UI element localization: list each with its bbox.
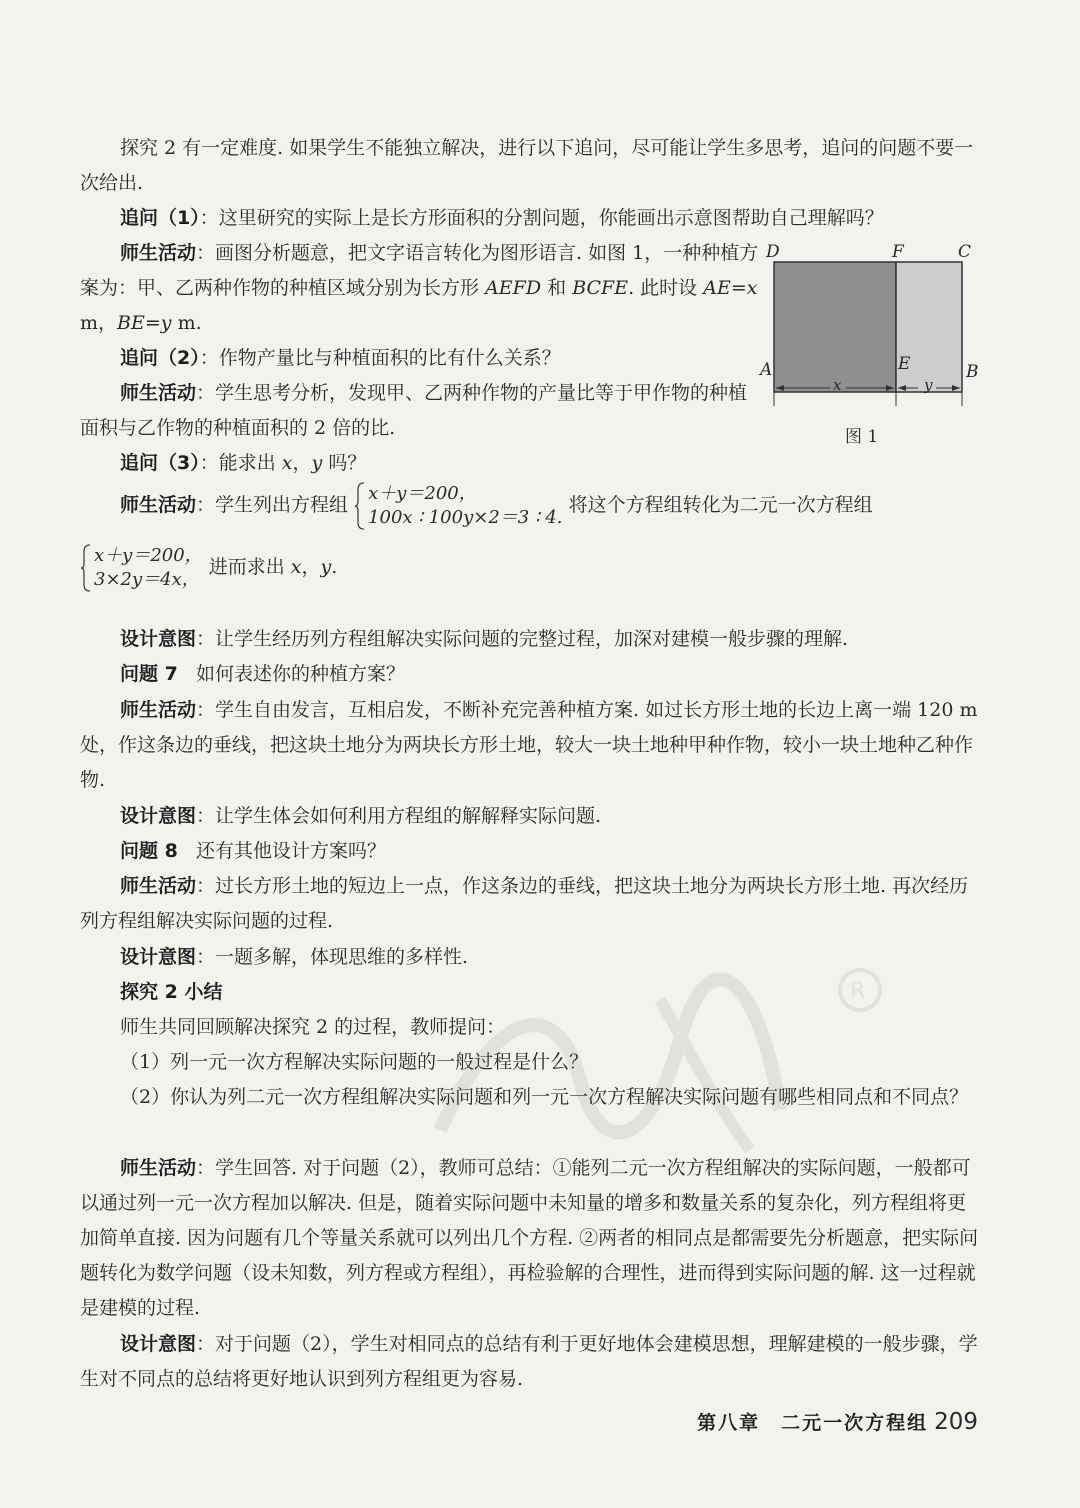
teacher-student-activity-1: 师生活动：画图分析题意，把文字语言转化为图形语言. 如图 1，一种种植方案为：甲、乙两种作物的种植区域分别为长方形 AEFD 和 BCFE. 此时设 AE=x m，BE=y m.: [80, 242, 759, 334]
equation-system-2: x＋y＝200， 3×2y＝4x，: [80, 544, 203, 592]
design-intent-3: 设计意图：一题多解，体现思维的多样性.: [120, 946, 469, 968]
length-y-label: y: [924, 376, 933, 394]
summary-heading: 探究 2 小结: [120, 981, 223, 1003]
design-intent-2: 设计意图：让学生体会如何利用方程组的解解释实际问题.: [120, 805, 602, 827]
vertex-e-label: E: [898, 354, 911, 374]
intro-paragraph: 探究 2 有一定难度. 如果学生不能独立解决，进行以下追问，尽可能让学生多思考，追问的问题不要一次给出.: [80, 137, 974, 194]
figure-1-rectangle-diagram: [758, 240, 988, 450]
followup-question-1: 追问（1）：这里研究的实际上是长方形面积的分割问题，你能画出示意图帮助自己理解吗？: [120, 207, 884, 229]
design-intent-4: 设计意图：对于问题（2），学生对相同点的总结有利于更好地体会建模思想，理解建模的一般步骤，学生对不同点的总结将更好地认识到列方程组更为容易.: [80, 1333, 978, 1390]
summary-question-1: （1）列一元一次方程解决实际问题的一般过程是什么？: [120, 1051, 589, 1073]
design-intent-1: 设计意图：让学生经历列方程组解决实际问题的完整过程，加深对建模一般步骤的理解.: [120, 628, 849, 650]
page-footer: [697, 1408, 978, 1435]
vertex-b-label: B: [966, 362, 979, 382]
question-8: 问题 8 还有其他设计方案吗？: [120, 840, 386, 862]
followup-question-2: 追问（2）：作物产量比与种植面积的比有什么关系？: [120, 347, 561, 369]
vertex-a-label: A: [760, 360, 773, 380]
teacher-student-activity-6: 师生活动：学生回答. 对于问题（2），教师可总结：①能列二元一次方程组解决的实际问题，一般都可以通过列一元一次方程加以解决. 但是，随着实际问题中未知量的增多和数量关系的复杂化，列方程组将更加简单直接. 因为问题有几个等量关系就可以列出几个方程. ②两者的相同点是都需要先分析题意，把实际问题转化为数学问题（设未知数，列方程或方程组），再检验解的合理性，进而得到实际问题的解. 这一过程就是建模的过程.: [80, 1157, 979, 1319]
svg-text:R: R: [850, 979, 866, 1004]
summary-intro: 师生共同回顾解决探究 2 的过程，教师提问：: [120, 1016, 506, 1038]
figure-1-caption: 图 1: [845, 427, 879, 447]
vertex-d-label: D: [766, 242, 780, 262]
length-x-label: x: [833, 376, 842, 394]
page-number: 209: [934, 1409, 978, 1435]
vertex-f-label: F: [892, 242, 904, 262]
region-aefd: [774, 262, 896, 392]
teacher-student-activity-4: 师生活动：学生自由发言，互相启发，不断补充完善种植方案. 如过长方形土地的长边上离一端 120 m 处，作这条边的垂线，把这块土地分为两块长方形土地，较大一块土地种甲种作物，较小一块土地种乙种作物.: [80, 699, 978, 791]
teacher-student-activity-3: 师生活动：学生列出方程组 x＋y＝200， 100x ∶ 100y×2＝3 ∶ 4. 将这个方程组转化为二元一次方程组 x＋y＝200， 3×2y＝4x， 进而求出 x，y.: [80, 482, 980, 592]
teacher-student-activity-2: 师生活动：学生思考分析，发现甲、乙两种作物的产量比等于甲作物的种植面积与乙作物的种植面积的 2 倍的比.: [80, 382, 748, 439]
followup-question-3: 追问（3）：能求出 x，y 吗？: [120, 452, 367, 474]
equation-system-1: x＋y＝200， 100x ∶ 100y×2＝3 ∶ 4.: [354, 482, 562, 530]
summary-question-2: （2）你认为列二元一次方程组解决实际问题和列一元一次方程解决实际问题有哪些相同点和不同点？: [120, 1086, 969, 1108]
exploration-2-summary: [80, 975, 980, 1115]
vertex-c-label: C: [958, 242, 972, 262]
question-7: 问题 7 如何表述你的种植方案？: [120, 663, 405, 685]
chapter-title: 第八章 二元一次方程组: [697, 1412, 929, 1434]
figure-1-drawing: [758, 240, 988, 420]
teacher-student-activity-5: 师生活动：过长方形土地的短边上一点，作这条边的垂线，把这块土地分为两块长方形土地. 再次经历列方程组解决实际问题的过程.: [80, 875, 969, 932]
